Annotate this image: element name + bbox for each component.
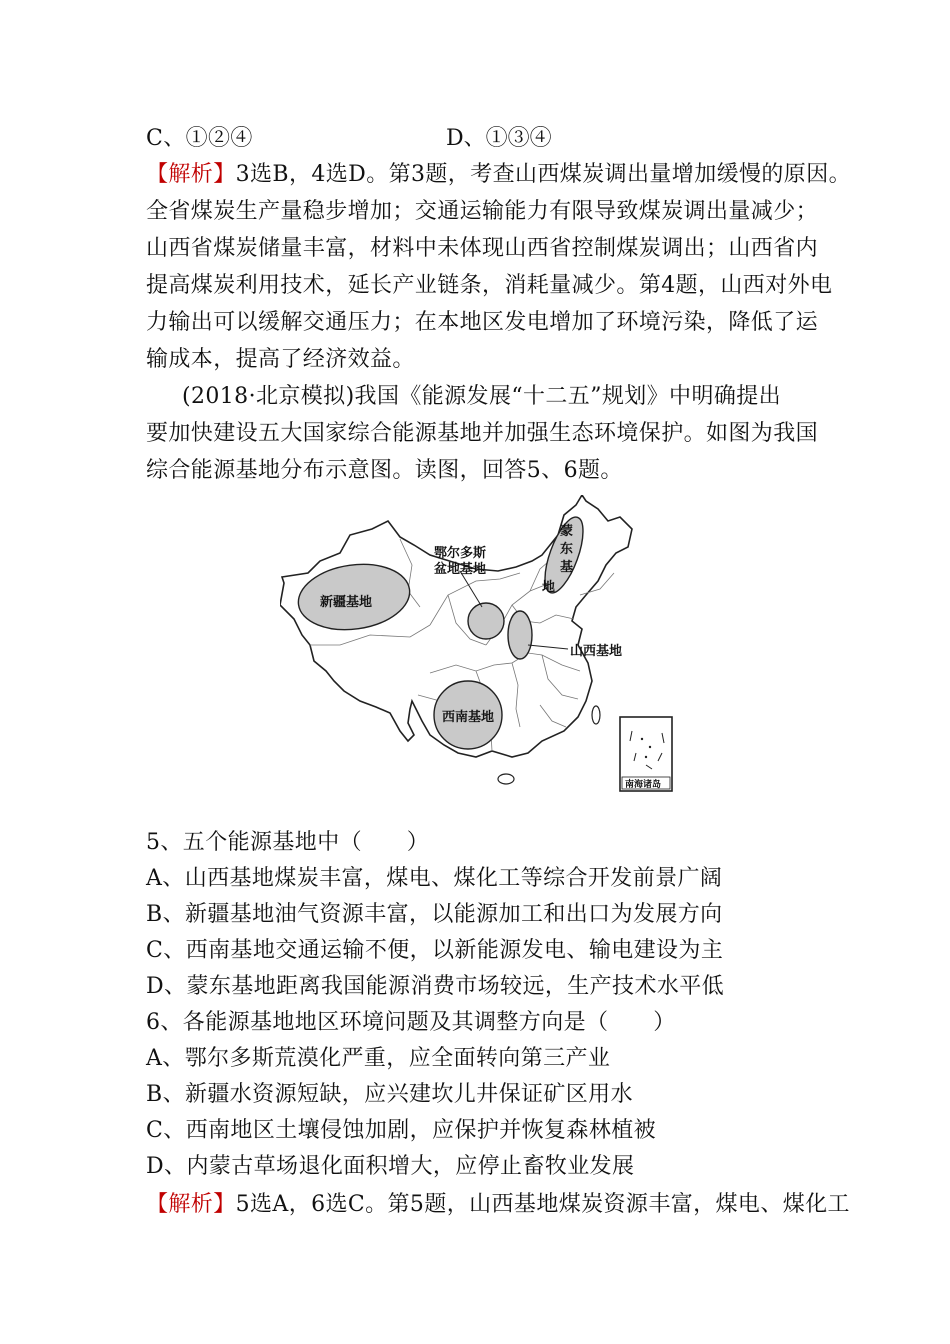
question-6-stem: 6、各能源基地地区环境问题及其调整方向是（ ） (146, 1010, 676, 1035)
shanxi-label: 山西基地 (570, 644, 623, 659)
analysis-1-line-3: 山西省煤炭储量丰富，材料中未体现山西省控制煤炭调出；山西省内 (146, 236, 819, 261)
question-6-option-a: A、鄂尔多斯荒漠化严重，应全面转向第三产业 (146, 1046, 611, 1071)
analysis-tag-2: 【解析】 (146, 1192, 236, 1217)
analysis-1-line-2: 全省煤炭生产量稳步增加；交通运输能力有限导致煤炭调出量减少； (146, 199, 819, 224)
option-d-prev: D、①③④ (446, 126, 552, 151)
ordos-label-2: 盆地基地 (434, 562, 487, 577)
intro-line-2: 要加快建设五大国家综合能源基地并加强生态环境保护。如图为我国 (146, 421, 819, 446)
question-6-option-c: C、西南地区土壤侵蚀加剧，应保护并恢复森林植被 (146, 1118, 657, 1143)
question-5-option-d: D、蒙东基地距离我国能源消费市场较远，生产技术水平低 (146, 974, 725, 999)
analysis-1-line-6: 输成本，提高了经济效益。 (146, 347, 415, 372)
analysis-1-line-1: 【解析】3选B，4选D。第3题，考查山西煤炭调出量增加缓慢的原因。 (146, 162, 852, 187)
question-5-option-b: B、新疆基地油气资源丰富，以能源加工和出口为发展方向 (146, 902, 723, 927)
xinjiang-label: 新疆基地 (320, 595, 373, 610)
south-china-sea-inset (620, 717, 672, 791)
analysis-1-line-4: 提高煤炭利用技术，延长产业链条，消耗量减少。第4题，山西对外电 (146, 273, 833, 298)
analysis-tag: 【解析】 (146, 162, 236, 187)
question-6-option-d: D、内蒙古草场退化面积增大，应停止畜牧业发展 (146, 1154, 635, 1179)
intro-line-3: 综合能源基地分布示意图。读图，回答5、6题。 (146, 458, 623, 483)
shanxi-base-area (508, 611, 532, 659)
mengdong-label-3: 基 (560, 560, 574, 575)
question-5-option-a: A、山西基地煤炭丰富，煤电、煤化工等综合开发前景广阔 (146, 866, 723, 891)
question-5-option-c: C、西南基地交通运输不便，以新能源发电、输电建设为主 (146, 938, 724, 963)
option-c-prev: C、①②④ (146, 126, 253, 151)
analysis-2-line-1: 【解析】5选A，6选C。第5题，山西基地煤炭资源丰富，煤电、煤化工 (146, 1192, 850, 1217)
question-6-option-b: B、新疆水资源短缺，应兴建坎儿井保证矿区用水 (146, 1082, 633, 1107)
xinan-label: 西南基地 (442, 710, 495, 725)
mengdong-label-1: 蒙 (560, 524, 574, 539)
mengdong-label-2: 东 (560, 542, 574, 557)
taiwan-island (592, 706, 600, 724)
ordos-label-1: 鄂尔多斯 (434, 546, 487, 561)
question-5-stem: 5、五个能源基地中（ ） (146, 830, 430, 855)
hainan-island (498, 774, 514, 784)
intro-line-1: (2018·北京模拟)我国《能源发展“十二五”规划》中明确提出 (182, 384, 782, 409)
analysis-1-line-5: 力输出可以缓解交通压力；在本地区发电增加了环境污染，降低了运 (146, 310, 819, 335)
mengdong-label-4: 地 (542, 580, 556, 595)
ordos-base-area (468, 603, 504, 639)
energy-base-map (280, 495, 700, 800)
nanhai-label: 南海诸岛 (625, 780, 662, 790)
